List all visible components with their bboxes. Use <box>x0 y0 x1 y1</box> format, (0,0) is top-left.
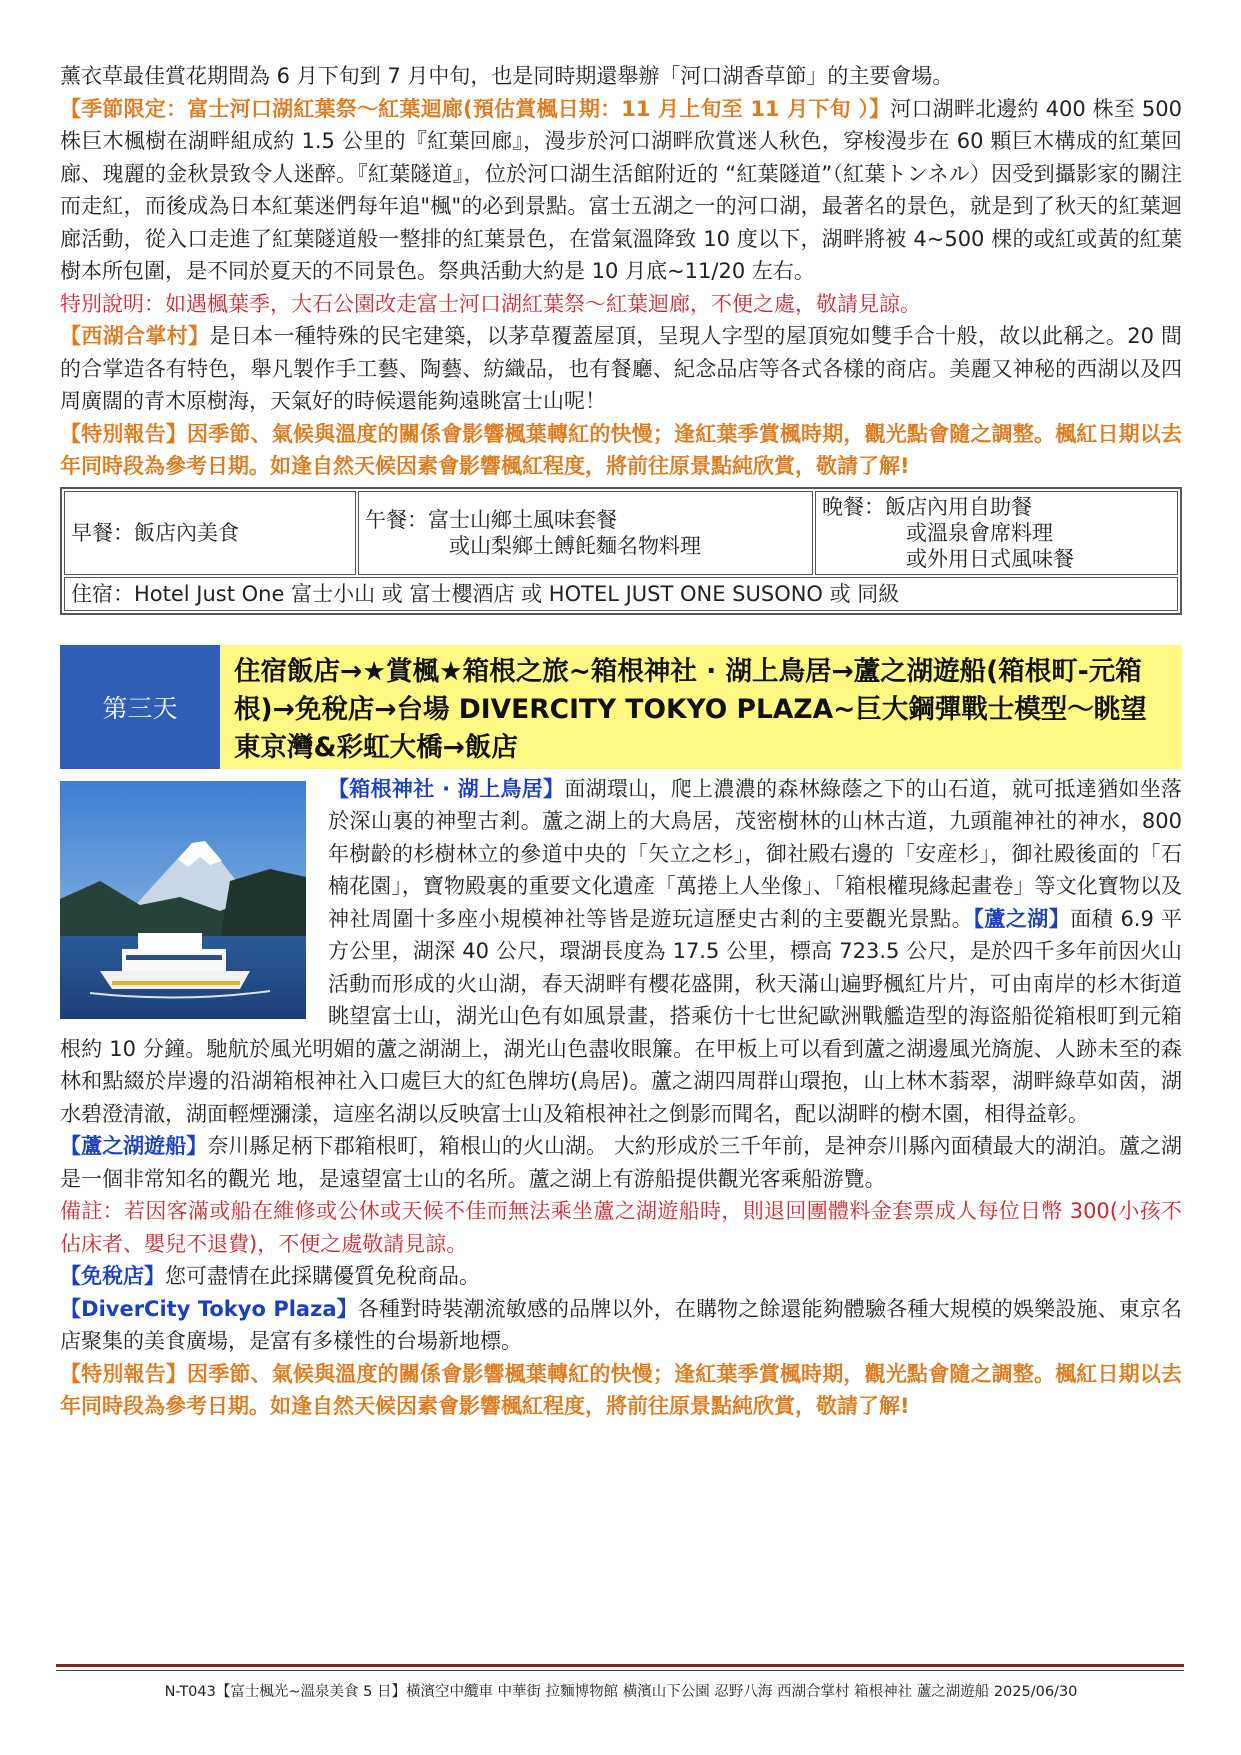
lunch-line-2: 或山梨鄉土餺飥麵名物料理 <box>449 533 701 558</box>
breakfast-text: 早餐：飯店內美食 <box>71 520 239 545</box>
special-note: 特別說明：如遇楓葉季，大石公園改走富士河口湖紅葉祭～紅葉迴廊，不便之處，敬請見諒。 <box>60 291 921 316</box>
dinner-line-1: 晚餐：飯店內用自助餐 <box>822 494 1032 519</box>
maple-heading: 【季節限定：富士河口湖紅葉祭～紅葉迴廊(預估賞楓日期：11 月上旬至 11 月下旬 ）】 <box>60 96 891 121</box>
hakone-heading: 【箱根神社 · 湖上鳥居】 <box>328 776 565 801</box>
intro-line: 薰衣草最佳賞花期間為 6 月下旬到 7 月中旬，也是同時期還舉辦「河口湖香草節」的主要會場。 <box>60 64 954 88</box>
page-footer: N-T043【富士楓光~溫泉美食 5 日】橫濱空中纜車 中華街 拉麵博物館 橫濱山下公園 忍野八海 西湖合掌村 箱根神社 蘆之湖遊船 2025/06/30 <box>164 1684 1078 1700</box>
cruise-body: 奈川縣足柄下郡箱根町，箱根山的火山湖。 大約形成於三千年前，是神奈川縣內面積最大的湖泊。蘆之湖是一個非常知名的觀光 地，是遠望富士山的名所。蘆之湖上有游船提供觀光客乘船游覽。 <box>60 1134 1183 1191</box>
special-report-2: 【特別報告】因季節、氣候與溫度的關係會影響楓葉轉紅的快慢；逢紅葉季賞楓時期，觀光點會隨之調整。楓紅日期以去年同時段為參考日期。如逢自然天候因素會影響楓紅程度，將前往原景點純欣賞，敬請了解! <box>60 1361 1182 1418</box>
divercity-body: 各種對時裝潮流敏感的品牌以外，在購物之餘還能夠體驗各種大規模的娛樂設施、東京名店聚集的美食廣場，是富有多樣性的台場新地標。 <box>60 1296 1182 1353</box>
hotel-cell <box>64 577 1178 611</box>
divercity-heading: 【DiverCity Tokyo Plaza】 <box>60 1296 358 1321</box>
saiko-body: 是日本一種特殊的民宅建築，以茅草覆蓋屋頂，呈現人字型的屋頂宛如雙手合十般，故以此稱之。20 間的合掌造各有特色，舉凡製作手工藝、陶藝、紡織品，也有餐廳、紀念品店等各式各樣的商店。美麗又神秘的西湖以及四周廣闊的青木原樹海，天氣好的時候還能夠遠眺富士山呢！ <box>60 324 1182 413</box>
dinner-line-3: 或外用日式風味餐 <box>906 546 1074 571</box>
special-report-1: 【特別報告】因季節、氣候與溫度的關係會影響楓葉轉紅的快慢；逢紅葉季賞楓時期，觀光點會隨之調整。楓紅日期以去年同時段為參考日期。如逢自然天候因素會影響楓紅程度，將前往原景點純欣賞，敬請了解! <box>60 421 1182 478</box>
hakone-body: 面湖環山，爬上濃濃的森林綠蔭之下的山石道，就可抵達猶如坐落於深山裏的神聖古剎。蘆之湖上的大鳥居，茂密樹林的山林古道，九頭龍神社的神水，800 年樹齡的杉樹林立的參道中央的「矢立之杉」，御社殿右邊的「安産杉」，御社殿後面的「石楠花園」，寶物殿裏的重要文化遺產「萬捲上人坐像」、「箱根權現緣起畫卷」等文化寶物以及神社周圍十多座小規模神社等皆是遊玩這歷史古剎的主要觀光景點。 <box>328 776 1182 931</box>
ashi-heading: 【蘆之湖】 <box>973 906 1071 931</box>
ashi-body: 面積 6.9 平方公里，湖深 40 公尺，環湖長度為 17.5 公里，標高 723.5 公尺，是於四千多年前因火山活動而形成的火山湖，春天湖畔有櫻花盛開，秋天滿山遍野楓紅片片，可由南岸的杉木街道眺望富士山，湖光山色有如風景畫，搭乘仿十七世紀歐洲戰艦造型的海盜船從箱根町到元箱根約 10 分鐘。馳航於風光明媚的蘆之湖湖上，湖光山色盡收眼簾。在甲板上可以看到蘆之湖邊風光旖旎、人跡未至的森林和點綴於岸邊的沿湖箱根神社入口處巨大的紅色牌坊(鳥居)。蘆之湖四周群山環抱，山上林木蓊翠，湖畔綠草如茵，湖水碧澄清澈，湖面輕煙瀰漾，這座名湖以反映富士山及箱根神社之倒影而聞名，配以湖畔的樹木園，相得益彰。 <box>60 906 1183 1126</box>
footer-rule <box>56 1664 1184 1667</box>
lake-ashi-pirate-ship-photo-icon <box>60 781 306 1019</box>
hotel-text: 住宿：Hotel Just One 富士小山 或 富士櫻酒店 或 HOTEL JUST ONE SUSONO 或 同級 <box>71 581 900 606</box>
maple-section <box>60 93 1182 288</box>
cruise-heading: 【蘆之湖遊船】 <box>60 1134 208 1158</box>
footer-rule-thin <box>56 1670 1184 1671</box>
day3-header <box>60 645 1182 769</box>
cruise-note: 備註：若因客滿或船在維修或公休或天候不佳而無法乘坐蘆之湖遊船時，則退回團體料金套票成人每位日幣 300(小孩不佔床者、嬰兒不退費)，不便之處敬請見諒。 <box>60 1199 1182 1256</box>
lunch-cell <box>358 491 813 575</box>
day3-label: 第三天 <box>60 645 220 769</box>
dutyfree-section <box>60 1260 1182 1293</box>
cruise-section <box>60 1130 1182 1195</box>
dinner-line-2: 或溫泉會席料理 <box>906 520 1053 545</box>
saiko-heading: 【西湖合掌村】 <box>60 324 210 348</box>
dutyfree-heading: 【免稅店】 <box>60 1264 165 1288</box>
dutyfree-body: 您可盡情在此採購優質免稅商品。 <box>165 1264 480 1288</box>
maple-body: 河口湖畔北邊約 400 株至 500 株巨木楓樹在湖畔組成約 1.5 公里的『紅葉回廊』，漫步於河口湖畔欣賞迷人秋色，穿梭漫步在 60 顆巨木構成的紅葉回廊、瑰麗的金秋景致令人迷醉。『紅葉隧道』，位於河口湖生活館附近的 “紅葉隧道”（紅葉トンネル）因受到攝影家的關注而走紅，而後成為日本紅葉迷們每年追"楓"的必到景點。富士五湖之一的河口湖，最著名的景色，就是到了秋天的紅葉迴廊活動，從入口走進了紅葉隧道般一整排的紅葉景色，在當氣溫降致 10 度以下，湖畔將被 4~500 棵的或紅或黃的紅葉樹本所包圍，是不同於夏天的不同景色。祭典活動大約是 10 月底~11/20 左右。 <box>60 96 1182 283</box>
day3-title: 住宿飯店→★賞楓★箱根之旅~箱根神社 · 湖上鳥居→蘆之湖遊船(箱根町-元箱根)→免稅店→台場 DIVERCITY TOKYO PLAZA~巨大鋼彈戰士模型～眺望東京灣&彩虹大橋→飯店 <box>220 645 1182 769</box>
meals-table <box>60 487 1182 615</box>
hakone-section <box>60 773 1182 1131</box>
document-page <box>60 60 1182 1423</box>
breakfast-cell <box>64 491 356 575</box>
dinner-cell <box>815 491 1178 575</box>
saiko-section <box>60 320 1182 418</box>
lake-ashi-photo <box>60 781 306 1019</box>
divercity-section <box>60 1293 1182 1358</box>
lunch-line-1: 午餐：富士山鄉土風味套餐 <box>365 507 617 532</box>
